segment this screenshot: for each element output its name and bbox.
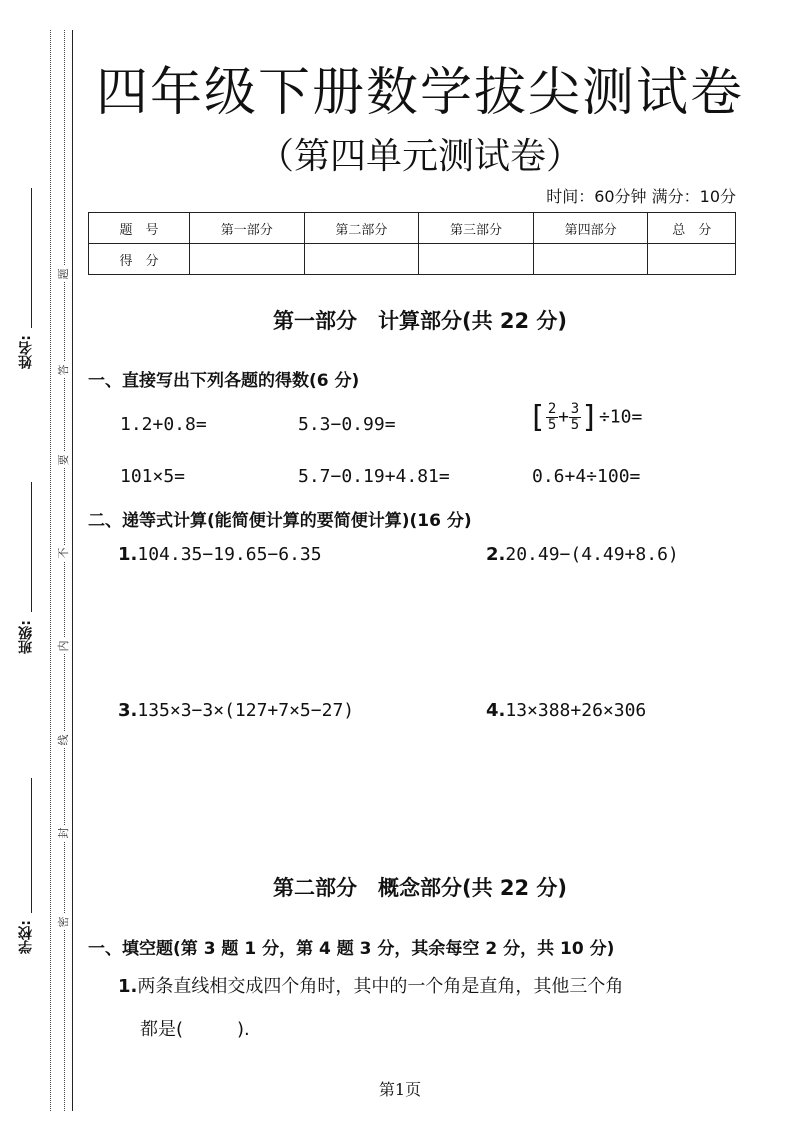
direct-calc-item: 5.7−0.19+4.81=: [298, 466, 450, 487]
seal-char: 题: [56, 266, 72, 282]
score-cell[interactable]: [304, 244, 419, 275]
fraction-numerator: 3: [570, 401, 580, 417]
question-number: 3.: [118, 700, 138, 721]
step-calc-item: [486, 700, 646, 721]
question-number: 2.: [486, 544, 506, 565]
score-cell[interactable]: [533, 244, 648, 275]
question-number: 4.: [486, 700, 506, 721]
score-table-header: 第二部分: [304, 213, 419, 244]
class-label: 班级:: [18, 620, 34, 654]
score-table-header: 第三部分: [419, 213, 534, 244]
score-table-header: 题 号: [89, 213, 190, 244]
expression: 20.49−(4.49+8.6): [505, 544, 679, 565]
fraction-tail: ÷10=: [598, 406, 643, 428]
score-table: [88, 212, 736, 275]
expression: 104.35−19.65−6.35: [137, 544, 322, 565]
part1-section1-title: 一、直接写出下列各题的得数(6 分): [88, 371, 360, 391]
expression: 135×3−3×(127+7×5−27): [137, 700, 355, 721]
question-text: 两条直线相交成四个角时，其中的一个角是直角，其他三个角: [137, 976, 624, 997]
page-number: 第1页: [378, 1080, 422, 1099]
binding-solid-line: [72, 30, 73, 1111]
name-fill-line[interactable]: [31, 188, 32, 328]
school-fill-line[interactable]: [31, 778, 32, 913]
page-title: 四年级下册数学拔尖测试卷: [95, 63, 744, 123]
plus-sign: +: [558, 406, 569, 428]
part1-section2-title: 二、递等式计算(能简便计算的要简便计算)(16 分): [88, 511, 472, 531]
fraction-denominator: 5: [547, 417, 557, 433]
score-table-header: 第四部分: [533, 213, 648, 244]
seal-char: 内: [56, 638, 72, 654]
right-bracket: ]: [580, 399, 599, 435]
part2-title: 第二部分 概念部分(共 22 分): [272, 876, 568, 900]
fill-question-1-line2[interactable]: 都是( ).: [140, 1019, 250, 1040]
score-cell[interactable]: [648, 244, 736, 275]
score-table-score-row: [89, 244, 736, 275]
expression: 13×388+26×306: [505, 700, 647, 721]
seal-char: 不: [56, 545, 72, 561]
step-calc-item: [118, 544, 322, 565]
direct-calc-item: 101×5=: [120, 466, 186, 487]
fraction: [569, 402, 581, 433]
binding-dotted-line-left: [50, 30, 51, 1111]
score-row-label: 得 分: [89, 244, 190, 275]
score-table-header-row: [89, 213, 736, 244]
seal-char: 线: [56, 732, 72, 748]
score-cell[interactable]: [190, 244, 305, 275]
fill-question-1-line1: [118, 972, 623, 998]
part2-section1-title: 一、填空题(第 3 题 1 分，第 4 题 3 分，其余每空 2 分，共 10 分): [88, 939, 615, 959]
question-number: 1.: [118, 544, 138, 565]
fraction-denominator: 5: [570, 417, 580, 433]
direct-calc-item: 1.2+0.8=: [120, 414, 207, 435]
seal-char: 密: [56, 914, 72, 930]
school-label: 学校:: [18, 920, 34, 954]
question-number: 1.: [118, 976, 138, 997]
direct-calc-fraction-item: [528, 399, 643, 435]
step-calc-item: [486, 544, 679, 565]
step-calc-item: [118, 700, 354, 721]
left-bracket: [: [528, 399, 547, 435]
score-table-header: 总 分: [648, 213, 736, 244]
fraction: [546, 402, 558, 433]
class-fill-line[interactable]: [31, 482, 32, 612]
seal-char: 要: [56, 452, 72, 468]
fraction-numerator: 2: [547, 401, 557, 417]
direct-calc-item: 0.6+4÷100=: [532, 466, 641, 487]
time-score-info: 时间：60分钟 满分：10分: [546, 187, 736, 206]
page-subtitle: （第四单元测试卷）: [257, 136, 582, 177]
seal-char: 封: [56, 825, 72, 841]
direct-calc-item: 5.3−0.99=: [298, 414, 396, 435]
binding-dotted-line-right: [64, 30, 65, 1111]
score-cell[interactable]: [419, 244, 534, 275]
score-table-header: 第一部分: [190, 213, 305, 244]
seal-char: 答: [56, 362, 72, 378]
part1-title: 第一部分 计算部分(共 22 分): [272, 309, 568, 333]
name-label: 姓名:: [18, 335, 34, 369]
